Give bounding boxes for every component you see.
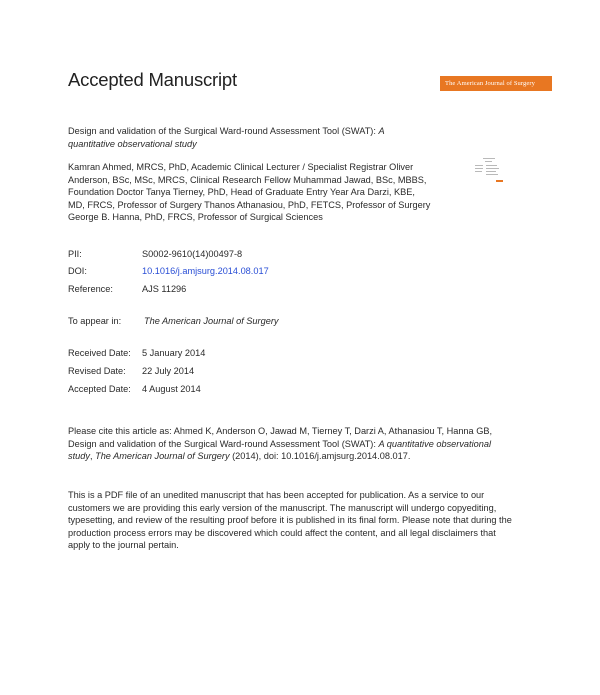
journal-logo-text: The American Journal of Surgery: [445, 80, 535, 87]
page-heading: Accepted Manuscript: [68, 69, 237, 90]
citation-journal: The American Journal of Surgery: [95, 451, 230, 461]
revised-date-value: 22 July 2014: [142, 366, 195, 376]
doi-label: DOI:: [68, 266, 87, 276]
journal-cover-thumbnail: [475, 157, 503, 185]
article-authors: Kamran Ahmed, MRCS, PhD, Academic Clinical Lecturer / Specialist Registrar Oliver Anderson, BSc, MSc, MRCS, Clinical Research Fellow Muhammad Jawad, BSc, MBBS, Foundation Doctor Tanya Tierney, PhD, Head of Graduate Entry Year Ara Darzi, KBE, MD, FRCS, Professor of Surgery Thanos Athanasiou, PhD, FETCS, Professor of Surgery George B. Hanna, PhD, FRCS, Professor of Surgical Sciences: [68, 162, 431, 222]
received-date-label: Received Date:: [68, 348, 131, 358]
article-title-italic: A quantitative observational study: [68, 126, 385, 149]
journal-logo: [440, 76, 552, 91]
citation-article-title: A quantitative observational study: [68, 438, 492, 461]
article-title-main: Design and validation of the Surgical Ward-round Assessment Tool (SWAT):: [68, 126, 379, 136]
revised-date-label: Revised Date:: [68, 366, 126, 376]
appear-in-label: To appear in:: [68, 316, 122, 326]
article-title: [68, 125, 418, 150]
accepted-date-value: 4 August 2014: [142, 384, 201, 394]
appear-in-journal: The American Journal of Surgery: [144, 316, 279, 326]
received-date-value: 5 January 2014: [142, 348, 206, 358]
disclaimer-paragraph: This is a PDF file of an unedited manuscript that has been accepted for publication. As a service to our customers we are providing this early version of the manuscript. The manuscript will undergo copyediting, typesetting, and review of the resulting proof before it is published in its final form. Please note that during the production process errors may be discovered which could affect the content, and all legal disclaimers that apply to the journal pertain.: [68, 490, 512, 550]
citation-separator: ,: [89, 451, 96, 461]
citation-paragraph: [68, 425, 508, 463]
pii-label: PII:: [68, 249, 82, 259]
reference-label: Reference:: [68, 284, 113, 294]
accepted-date-label: Accepted Date:: [68, 384, 131, 394]
doi-link[interactable]: 10.1016/j.amjsurg.2014.08.017: [142, 266, 269, 276]
reference-value: AJS 11296: [142, 284, 187, 294]
citation-text: Please cite this article as: Ahmed K, Anderson O, Jawad M, Tierney T, Darzi A, Athanasiou T, Hanna GB, Design and validation of the Surgical Ward-round Assessment Tool (SWAT):: [68, 426, 493, 449]
pii-value: S0002-9610(14)00497-8: [142, 249, 243, 259]
citation-doi-text: (2014), doi: 10.1016/j.amjsurg.2014.08.017.: [229, 451, 411, 461]
